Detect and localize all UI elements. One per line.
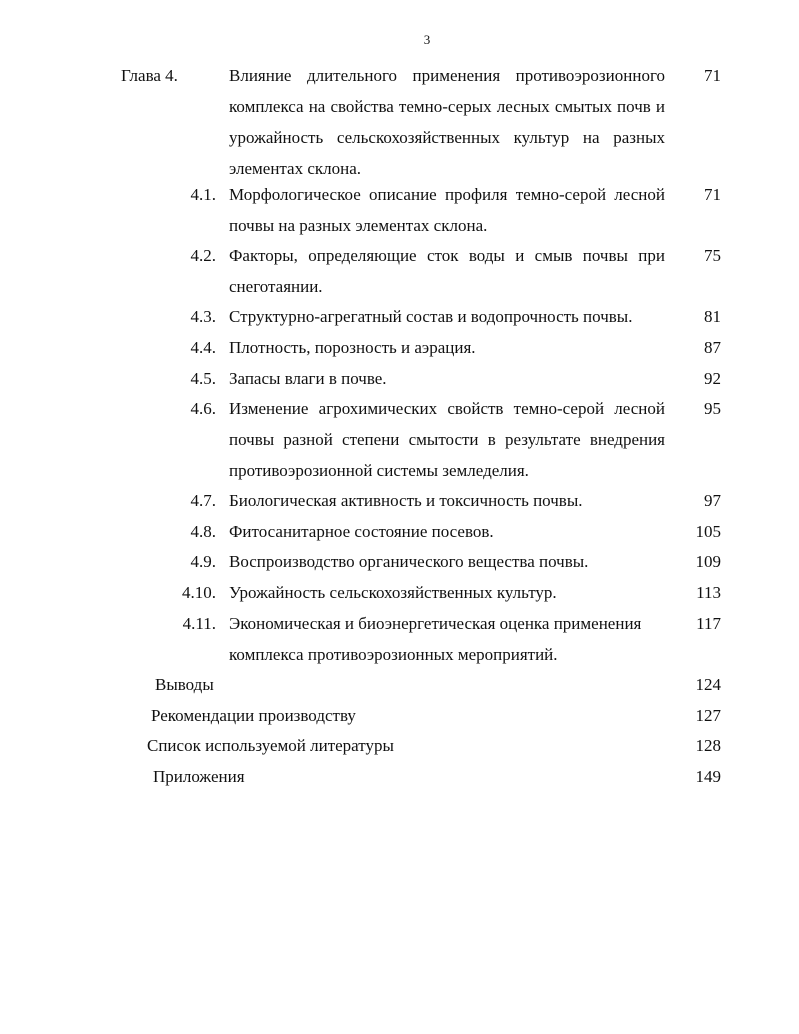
section-title: Изменение агрохимических свойств темно-серой лесной почвы разной степени смытости в результате внедрения противоэрозионной системы земледелия. <box>229 399 665 480</box>
section-page: 95 <box>704 399 721 418</box>
section-page: 113 <box>696 583 721 602</box>
chapter-page: 71 <box>704 66 721 85</box>
section-title: Запасы влаги в почве. <box>229 369 387 388</box>
section-number: 4.3. <box>190 307 216 326</box>
back-matter-title: Список используемой литературы <box>147 736 394 755</box>
section-title: Экономическая и биоэнергетическая оценка применения комплекса противоэрозионных мероприятий. <box>229 614 642 664</box>
section-page: 71 <box>704 185 721 204</box>
back-matter-page: 128 <box>695 736 721 755</box>
chapter-label: Глава 4. <box>121 66 178 85</box>
chapter-title: Влияние длительного применения противоэрозионного комплекса на свойства темно-серых лесных смытых почв и урожайность сельскохозяйственных культур на разных элементах склона. <box>229 66 665 178</box>
section-page: 92 <box>704 369 721 388</box>
section-number: 4.8. <box>190 522 216 541</box>
section-number: 4.7. <box>190 491 216 510</box>
section-page: 75 <box>704 246 721 265</box>
section-number: 4.10. <box>182 583 216 602</box>
back-matter-title: Приложения <box>153 767 245 786</box>
back-matter-page: 124 <box>695 675 721 694</box>
section-title: Плотность, порозность и аэрация. <box>229 338 476 357</box>
back-matter-page: 127 <box>695 706 721 725</box>
section-number: 4.1. <box>190 185 216 204</box>
page-number: 3 <box>423 32 431 47</box>
back-matter-title: Рекомендации производству <box>151 706 356 725</box>
section-page: 109 <box>695 552 721 571</box>
section-title: Биологическая активность и токсичность почвы. <box>229 491 583 510</box>
back-matter-page: 149 <box>695 767 721 786</box>
section-title: Факторы, определяющие сток воды и смыв почвы при снеготаянии. <box>229 246 665 296</box>
section-page: 97 <box>704 491 721 510</box>
section-page: 87 <box>704 338 721 357</box>
section-page: 105 <box>695 522 721 541</box>
section-number: 4.9. <box>190 552 216 571</box>
section-title: Морфологическое описание профиля темно-серой лесной почвы на разных элементах склона. <box>229 185 665 235</box>
section-title: Урожайность сельскохозяйственных культур. <box>229 583 557 602</box>
section-title: Воспроизводство органического вещества почвы. <box>229 552 589 571</box>
section-number: 4.6. <box>190 399 216 418</box>
section-number: 4.11. <box>182 614 216 633</box>
back-matter-title: Выводы <box>155 675 214 694</box>
section-number: 4.4. <box>190 338 216 357</box>
section-title: Структурно-агрегатный состав и водопрочность почвы. <box>229 307 633 326</box>
section-number: 4.5. <box>190 369 216 388</box>
section-page: 81 <box>704 307 721 326</box>
section-page: 117 <box>696 614 721 633</box>
section-title: Фитосанитарное состояние посевов. <box>229 522 494 541</box>
section-number: 4.2. <box>190 246 216 265</box>
